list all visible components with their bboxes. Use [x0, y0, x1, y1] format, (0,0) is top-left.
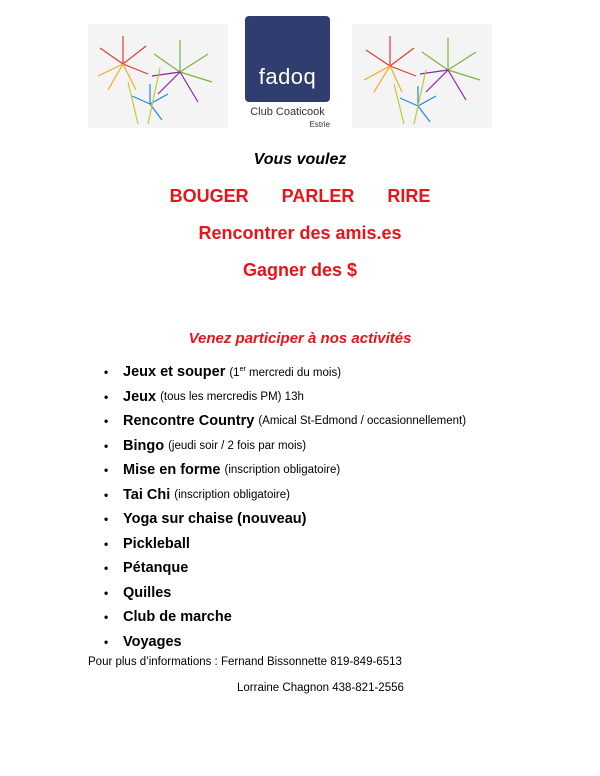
bullet-icon: • — [104, 438, 109, 453]
activity-note: (tous les mercredis PM) 13h — [160, 390, 304, 403]
contact-line-fernand: Pour plus d’informations : Fernand Bissonnette 819-849-6513 — [88, 656, 402, 668]
logo-region: Estrie — [309, 120, 330, 129]
activity-name: Jeux — [123, 388, 157, 405]
activity-note: (Amical St-Edmond / occasionnellement) — [258, 415, 467, 428]
logo-wordmark: fadoq — [258, 64, 317, 89]
intro-heading: Vous voulez — [253, 151, 347, 168]
list-item — [104, 532, 466, 557]
activity-name: Mise en forme — [123, 462, 221, 479]
activity-note-text: mercredi du mois) — [245, 366, 342, 379]
tagline-word: RIRE — [387, 186, 431, 206]
list-item — [104, 556, 466, 581]
activity-note: (jeudi soir / 2 fois par mois) — [168, 439, 307, 452]
fireworks-icon — [88, 24, 228, 128]
activity-name: Club de marche — [123, 609, 232, 626]
tagline-word: BOUGER — [169, 186, 249, 206]
list-item — [104, 434, 466, 459]
activities-list — [104, 360, 466, 654]
bullet-icon: • — [104, 389, 109, 404]
list-item — [104, 409, 466, 434]
contact-line-lorraine: Lorraine Chagnon 438-821-2556 — [237, 682, 404, 694]
logo-club-name: Club Coaticook — [250, 106, 325, 118]
bullet-icon: • — [104, 414, 109, 429]
bullet-icon: • — [104, 512, 109, 527]
list-item — [104, 630, 466, 655]
bullet-icon: • — [104, 610, 109, 625]
activity-name: Pickleball — [123, 535, 190, 552]
activity-name: Pétanque — [123, 560, 189, 577]
activity-note: (inscription obligatoire) — [174, 488, 290, 501]
list-item — [104, 605, 466, 630]
activities-subtitle: Venez participer à nos activités — [188, 330, 412, 347]
list-item — [104, 458, 466, 483]
list-item — [104, 507, 466, 532]
fireworks-image-right — [352, 24, 492, 128]
fireworks-image-left — [88, 24, 228, 128]
tagline-meet-friends: Rencontrer des amis.es — [198, 223, 402, 243]
bullet-icon: • — [104, 365, 109, 380]
bullet-icon: • — [104, 487, 109, 502]
activity-note: (inscription obligatoire) — [224, 464, 341, 477]
activity-name: Jeux et souper — [123, 364, 226, 381]
activity-name: Yoga sur chaise (nouveau) — [123, 511, 307, 528]
activity-name: Tai Chi — [123, 486, 171, 503]
bullet-icon: • — [104, 536, 109, 551]
bullet-icon: • — [104, 463, 109, 478]
activity-note — [229, 366, 341, 379]
list-item — [104, 385, 466, 410]
list-item — [104, 360, 466, 385]
list-item — [104, 581, 466, 606]
bullet-icon: • — [104, 634, 109, 649]
list-item — [104, 483, 466, 508]
activity-note-sup: er — [239, 365, 246, 373]
tagline-row — [0, 186, 600, 207]
tagline-win-money: Gagner des $ — [242, 260, 358, 280]
activity-name: Rencontre Country — [123, 413, 255, 430]
bullet-icon: • — [104, 585, 109, 600]
activity-name: Voyages — [123, 633, 182, 650]
bullet-icon: • — [104, 561, 109, 576]
activity-name: Bingo — [123, 437, 165, 454]
tagline-word: PARLER — [281, 186, 355, 206]
fadoq-logo — [245, 16, 330, 102]
activity-note-text: (1 — [229, 366, 240, 379]
fireworks-icon — [352, 24, 492, 128]
activity-name: Quilles — [123, 584, 172, 601]
